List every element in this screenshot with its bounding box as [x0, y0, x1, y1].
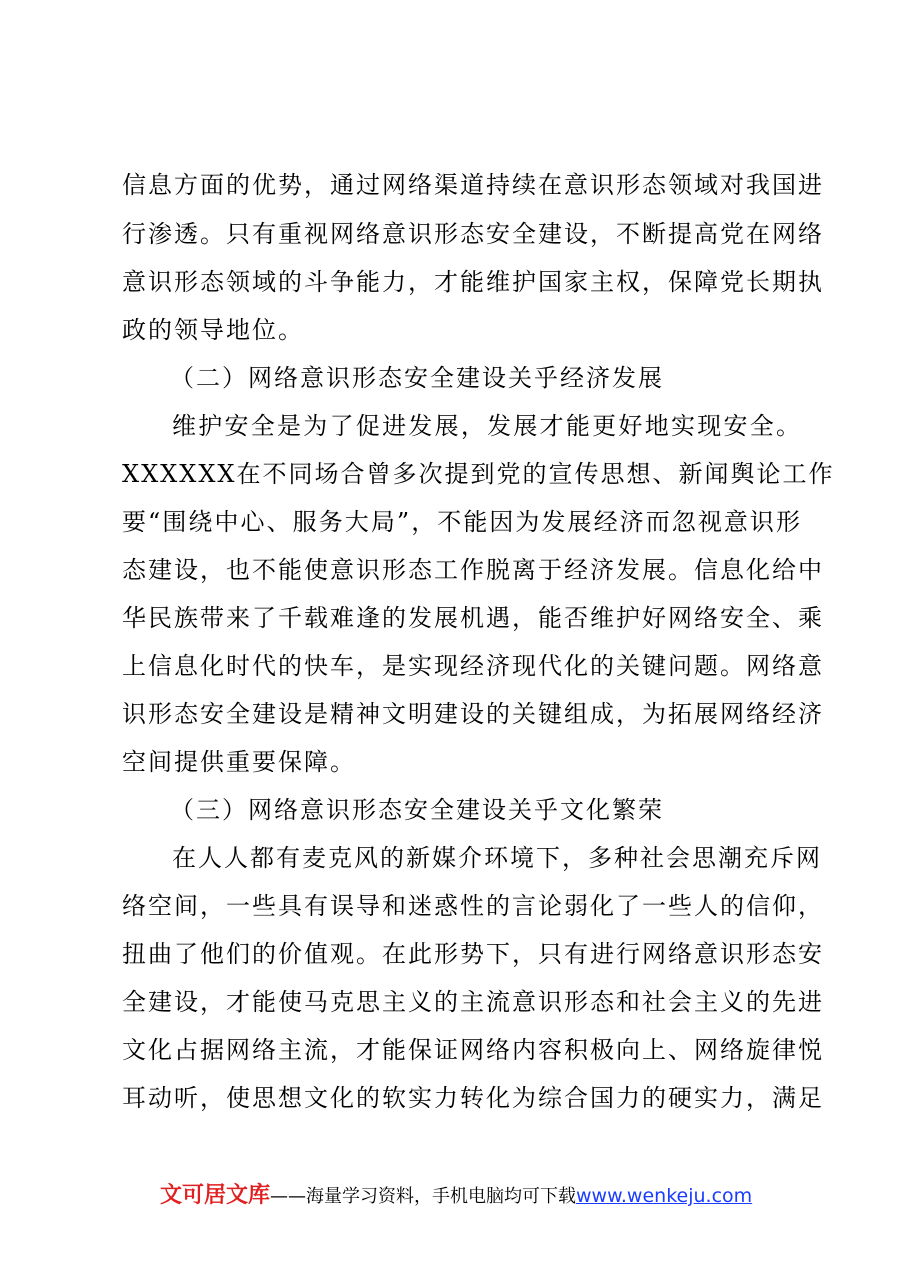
body-text-line: XXXXXX在不同场合曾多次提到党的宣传思想、新闻舆论工作 — [122, 460, 835, 488]
body-text-line: 在人人都有麦克风的新媒介环境下，多种社会思潮充斥网 — [172, 844, 822, 872]
footer-website-link[interactable]: www.wenkeju.com — [576, 1185, 753, 1207]
body-text-line: 识形态安全建设是精神文明建设的关键组成，为拓展网络经济 — [122, 700, 824, 728]
body-text-line: 意识形态领域的斗争能力，才能维护国家主权，保障党长期执 — [122, 268, 824, 296]
body-text-line: 全建设，才能使马克思主义的主流意识形态和社会主义的先进 — [122, 988, 824, 1016]
body-text-line: 络空间，一些具有误导和迷惑性的言论弱化了一些人的信仰， — [122, 892, 824, 920]
body-text-line: 政的领导地位。 — [122, 316, 304, 344]
section-heading: （二）网络意识形态安全建设关乎经济发展 — [170, 364, 664, 392]
footer-banner — [160, 1183, 760, 1210]
footer-brand: 文可居文库 — [160, 1183, 271, 1208]
body-text-line: 信息方面的优势，通过网络渠道持续在意识形态领域对我国进 — [122, 171, 824, 199]
body-text-line: 空间提供重要保障。 — [122, 748, 356, 776]
body-text-line: 耳动听，使思想文化的软实力转化为综合国力的硬实力，满足 — [122, 1084, 824, 1112]
section-heading: （三）网络意识形态安全建设关乎文化繁荣 — [170, 796, 664, 824]
body-text-line: 要“围绕中心、服务大局”，不能因为发展经济而忽视意识形 — [122, 508, 802, 536]
body-text-line: 维护安全是为了促进发展，发展才能更好地实现安全。 — [172, 412, 802, 440]
body-text-line: 华民族带来了千载难逢的发展机遇，能否维护好网络安全、乘 — [122, 604, 824, 632]
body-text-line: 文化占据网络主流，才能保证网络内容积极向上、网络旋律悦 — [122, 1036, 824, 1064]
body-text-line: 扭曲了他们的价值观。在此形势下，只有进行网络意识形态安 — [122, 940, 824, 968]
footer-tagline: ——海量学习资料，手机电脑均可下载 — [270, 1186, 577, 1207]
body-text-line: 态建设，也不能使意识形态工作脱离于经济发展。信息化给中 — [122, 556, 824, 584]
body-text-line: 上信息化时代的快车，是实现经济现代化的关键问题。网络意 — [122, 652, 824, 680]
body-text-line: 行渗透。只有重视网络意识形态安全建设，不断提高党在网络 — [122, 220, 824, 248]
